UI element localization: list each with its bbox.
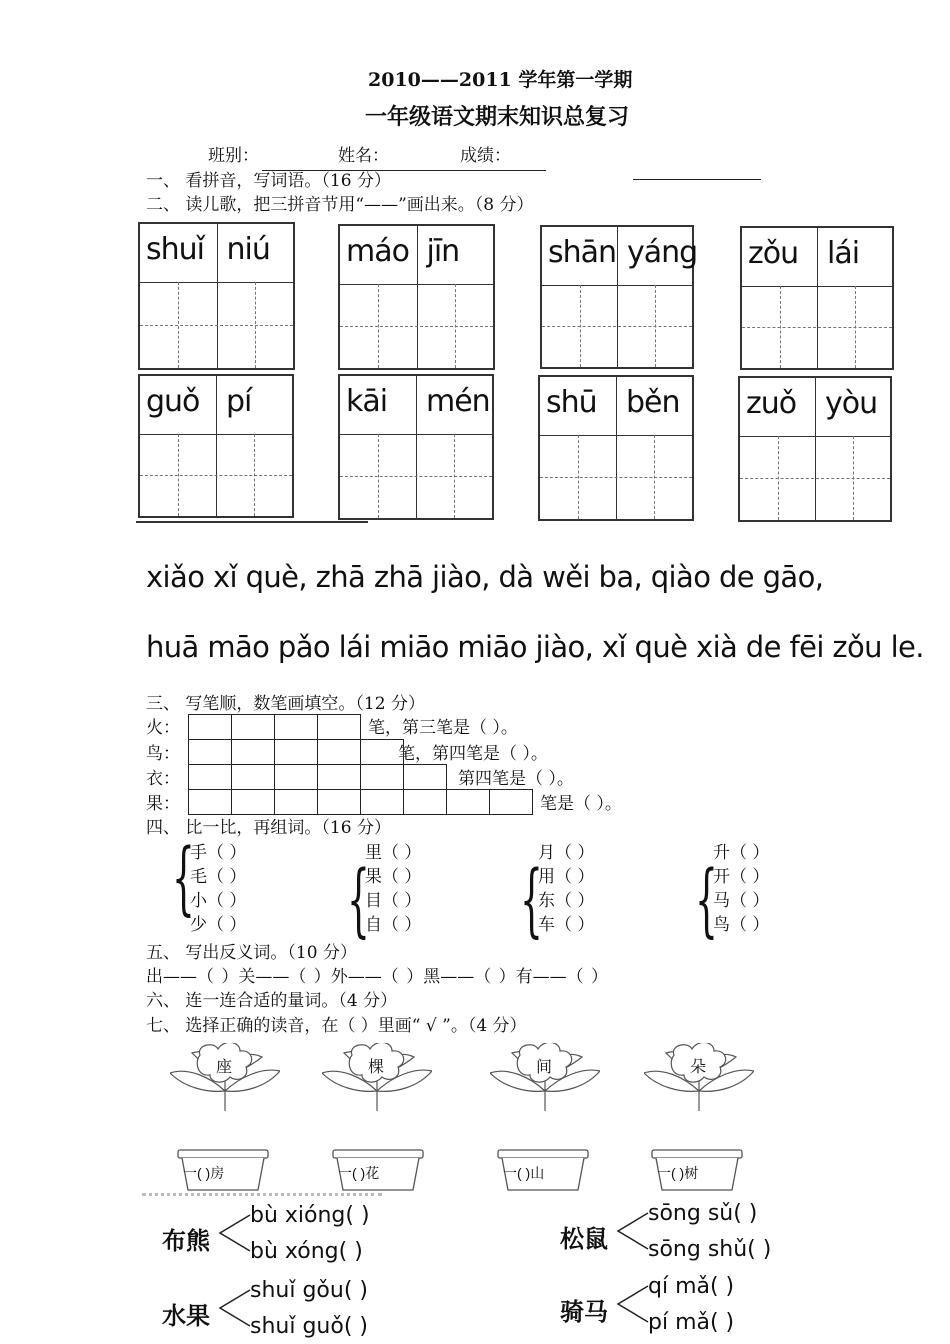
brace-icon: {	[695, 853, 718, 946]
grid-guide	[780, 286, 781, 368]
brace-icon: {	[172, 831, 195, 924]
stroke-box[interactable]	[231, 714, 275, 740]
section-3-title: 三、 写笔顺，数笔画填空。（12 分）	[146, 694, 425, 714]
divider	[136, 521, 368, 523]
compare-item: 手（ ）	[190, 843, 247, 863]
grid-guide	[378, 284, 379, 368]
pinyin-syllable: yáng	[627, 235, 698, 270]
brace-icon: {	[520, 853, 543, 946]
stroke-box[interactable]	[360, 789, 404, 815]
grid-divider	[217, 224, 218, 368]
stroke-char-4: 果：	[146, 794, 180, 814]
grid-divider	[817, 228, 818, 368]
reading-word: 水果	[162, 1302, 210, 1330]
pinyin-syllable: běn	[626, 385, 680, 420]
flower-icon	[644, 1043, 754, 1113]
pinyin-syllable: mén	[426, 384, 490, 419]
stroke-char-3: 衣：	[146, 769, 180, 789]
stroke-box[interactable]	[489, 789, 533, 815]
grid-divider	[140, 282, 293, 283]
stroke-text-3: 第四笔是（ ）。	[458, 769, 574, 789]
flower-character: 间	[536, 1059, 553, 1076]
grid-guide	[778, 436, 779, 520]
stroke-box[interactable]	[274, 764, 318, 790]
measure-blank[interactable]: 一( )房	[183, 1165, 225, 1181]
section-7-title: 七、 选择正确的读音，在（ ）里画“ √ ”。（4 分）	[146, 1016, 527, 1036]
reading-word: 骑马	[560, 1298, 608, 1326]
brace-icon: {	[347, 853, 370, 946]
grid-divider	[815, 378, 816, 520]
reading-option[interactable]: sōng sǔ( )	[648, 1201, 758, 1226]
pinyin-syllable: lái	[827, 236, 860, 271]
grid-guide	[178, 434, 179, 516]
stroke-box[interactable]	[403, 764, 447, 790]
grid-guide	[654, 435, 655, 519]
scan-mark	[142, 1193, 382, 1196]
pinyin-writing-grid[interactable]	[538, 375, 694, 521]
stroke-box[interactable]	[188, 789, 232, 815]
flower-character: 棵	[368, 1059, 385, 1076]
grid-divider	[617, 227, 618, 367]
class-label: 班别：	[208, 146, 259, 166]
grid-divider	[740, 436, 890, 437]
compare-item: 月（ ）	[538, 843, 595, 863]
pinyin-writing-grid[interactable]	[338, 224, 495, 370]
compare-item: 用（ ）	[538, 867, 595, 887]
compare-item: 小（ ）	[190, 891, 247, 911]
stroke-box[interactable]	[446, 789, 490, 815]
grid-guide	[740, 478, 890, 479]
angle-bracket-icon	[616, 1211, 650, 1251]
reading-option[interactable]: pí mǎ( )	[648, 1310, 735, 1335]
pinyin-writing-grid[interactable]	[138, 222, 295, 370]
grid-guide	[178, 282, 179, 368]
pinyin-writing-grid[interactable]	[740, 226, 894, 370]
reading-option[interactable]: qí mǎ( )	[648, 1274, 735, 1299]
pinyin-syllable: guǒ	[146, 384, 200, 419]
stroke-box[interactable]	[317, 764, 361, 790]
flower-character: 座	[216, 1059, 233, 1076]
flower-icon	[490, 1043, 600, 1113]
stroke-box[interactable]	[274, 739, 318, 765]
stroke-box[interactable]	[188, 739, 232, 765]
rhyme-line-1: xiǎo xǐ què, zhā zhā jiào, dà wěi ba, qiào de gāo,	[146, 560, 824, 594]
reading-option[interactable]: sōng shǔ( )	[648, 1237, 772, 1262]
stroke-box[interactable]	[274, 714, 318, 740]
grid-guide	[140, 325, 293, 326]
stroke-box[interactable]	[360, 764, 404, 790]
stroke-box[interactable]	[231, 739, 275, 765]
measure-blank[interactable]: 一( )花	[338, 1165, 380, 1181]
measure-blank[interactable]: 一( )树	[657, 1165, 699, 1181]
reading-option[interactable]: bù xióng( )	[250, 1203, 370, 1228]
pinyin-syllable: shū	[546, 385, 597, 420]
pinyin-syllable: shuǐ	[146, 232, 204, 267]
underline	[633, 179, 761, 180]
stroke-box[interactable]	[317, 714, 361, 740]
grid-guide	[655, 285, 656, 367]
pinyin-writing-grid[interactable]	[138, 374, 294, 518]
reading-option[interactable]: bù xóng( )	[250, 1239, 363, 1264]
flower-icon	[322, 1043, 432, 1113]
grid-guide	[853, 436, 854, 520]
reading-option[interactable]: shuǐ guǒ( )	[250, 1314, 368, 1339]
section-2-title: 二、 读儿歌，把三拼音节用“——”画出来。（8 分）	[146, 195, 534, 215]
flower-icon	[170, 1043, 280, 1113]
section-4-title: 四、 比一比，再组词。（16 分）	[146, 818, 391, 838]
grid-divider	[540, 435, 692, 436]
measure-blank[interactable]: 一( )山	[503, 1165, 545, 1181]
rhyme-line-2: huā māo pǎo lái miāo miāo jiào, xǐ què xià de fēi zǒu le.	[146, 630, 924, 664]
compare-item: 鸟（ ）	[713, 915, 770, 935]
stroke-text-1: 笔，第三笔是（ ）。	[368, 718, 518, 738]
grid-divider	[340, 284, 493, 285]
grid-divider	[742, 286, 892, 287]
stroke-box[interactable]	[231, 764, 275, 790]
reading-option[interactable]: shuǐ gǒu( )	[250, 1278, 368, 1303]
grid-guide	[742, 327, 892, 328]
grid-guide	[855, 286, 856, 368]
stroke-box[interactable]	[403, 789, 447, 815]
compare-item: 少（ ）	[190, 915, 247, 935]
stroke-box[interactable]	[317, 739, 361, 765]
pinyin-syllable: niú	[226, 232, 270, 267]
stroke-text-4: 笔是（ ）。	[540, 794, 622, 814]
section-1-title: 一、 看拼音，写词语。（16 分）	[146, 171, 391, 191]
compare-item: 马（ ）	[713, 891, 770, 911]
pinyin-syllable: zǒu	[748, 236, 799, 271]
grid-divider	[542, 285, 692, 286]
stroke-char-2: 鸟：	[146, 744, 180, 764]
grid-divider	[140, 434, 292, 435]
compare-item: 车（ ）	[538, 915, 595, 935]
pinyin-writing-grid[interactable]	[338, 374, 494, 520]
section-6-title: 六、 连一连合适的量词。（4 分）	[146, 991, 398, 1011]
grid-divider	[417, 226, 418, 368]
grid-divider	[616, 377, 617, 519]
pinyin-syllable: shān	[548, 235, 617, 270]
angle-bracket-icon	[616, 1284, 650, 1324]
section-5-title: 五、 写出反义词。（10 分）	[146, 943, 357, 963]
grid-guide	[255, 282, 256, 368]
grid-guide	[540, 477, 692, 478]
page-title: 一年级语文期末知识总复习	[365, 104, 630, 130]
pinyin-writing-grid[interactable]	[540, 225, 698, 369]
grid-divider	[340, 434, 492, 435]
angle-bracket-icon	[218, 1288, 252, 1328]
flower-character: 朵	[690, 1059, 707, 1076]
compare-item: 毛（ ）	[190, 867, 247, 887]
stroke-box[interactable]	[188, 714, 232, 740]
pinyin-syllable: zuǒ	[746, 386, 797, 421]
antonym-row: 出——（ ）关——（ ）外——（ ）黑——（ ）有——（ ）	[146, 967, 609, 987]
grid-guide	[140, 475, 292, 476]
grid-guide	[578, 435, 579, 519]
compare-item: 东（ ）	[538, 891, 595, 911]
compare-item: 果（ ）	[365, 867, 422, 887]
pinyin-syllable: máo	[346, 234, 409, 269]
pinyin-syllable: kāi	[346, 384, 388, 419]
stroke-box[interactable]	[231, 789, 275, 815]
stroke-text-2: 笔，第四笔是（ ）。	[398, 744, 548, 764]
compare-item: 升（ ）	[713, 843, 770, 863]
grid-guide	[254, 434, 255, 516]
reading-word: 布熊	[162, 1227, 210, 1255]
grid-divider	[416, 376, 417, 518]
compare-item: 里（ ）	[365, 843, 422, 863]
grid-guide	[455, 284, 456, 368]
grid-guide	[378, 434, 379, 518]
reading-word: 松鼠	[560, 1225, 608, 1253]
pinyin-syllable: pí	[226, 384, 252, 419]
stroke-char-1: 火：	[146, 718, 180, 738]
pinyin-writing-grid[interactable]	[738, 376, 892, 522]
stroke-box[interactable]	[274, 789, 318, 815]
pinyin-syllable: yòu	[825, 386, 878, 421]
stroke-box[interactable]	[317, 789, 361, 815]
grid-guide	[340, 326, 493, 327]
score-label: 成绩：	[460, 146, 511, 166]
strike-line	[262, 170, 546, 171]
pinyin-syllable: jīn	[426, 234, 460, 269]
grid-guide	[542, 326, 692, 327]
grid-divider	[216, 376, 217, 516]
compare-item: 自（ ）	[365, 915, 422, 935]
name-label: 姓名：	[338, 146, 389, 166]
stroke-box[interactable]	[360, 739, 404, 765]
compare-item: 开（ ）	[713, 867, 770, 887]
grid-guide	[340, 476, 492, 477]
angle-bracket-icon	[218, 1213, 252, 1253]
stroke-box[interactable]	[188, 764, 232, 790]
compare-item: 目（ ）	[365, 891, 422, 911]
grid-guide	[580, 285, 581, 367]
grid-guide	[454, 434, 455, 518]
year-heading: 2010——2011 学年第一学期	[368, 69, 633, 91]
